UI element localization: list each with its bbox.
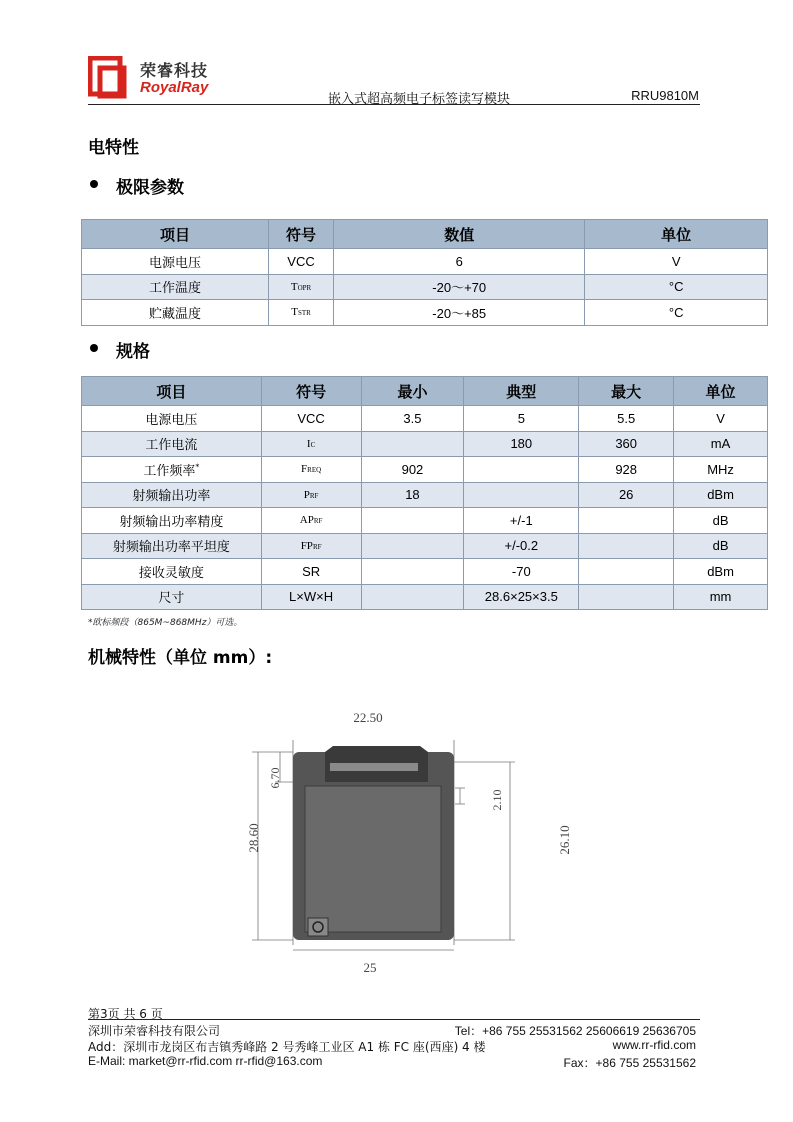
symbol-main: F <box>301 463 308 476</box>
symbol-sub: C <box>310 440 316 449</box>
table-cell <box>269 274 334 300</box>
table-cell: MHz <box>674 457 768 483</box>
table-cell: 接收灵敏度 <box>82 559 262 585</box>
table-row <box>82 559 768 585</box>
table-cell: dBm <box>674 559 768 585</box>
bullet-icon <box>90 344 98 352</box>
frequency-note: *欧标频段（865M~868MHz）可选。 <box>88 618 243 628</box>
table-cell: °C <box>585 300 768 326</box>
table-cell: V <box>674 406 768 432</box>
table-cell <box>579 508 674 534</box>
symbol-sub: RF <box>313 517 323 526</box>
mechanical-title: 机械特性（单位 mm）: <box>88 648 273 668</box>
company-logo-icon <box>88 56 128 100</box>
table-row <box>82 457 768 483</box>
table-cell: 3.5 <box>361 406 464 432</box>
symbol-main: P <box>303 488 310 501</box>
table-row <box>82 406 768 432</box>
table-header-cell: 符号 <box>261 377 361 406</box>
dim-bottom: 25 <box>363 960 377 975</box>
table-cell: 5.5 <box>579 406 674 432</box>
document-title: 嵌入式超高频电子标签读写模块 <box>328 92 511 107</box>
table-row <box>82 300 768 326</box>
table-cell: 928 <box>579 457 674 483</box>
dim-left-outer: 28.60 <box>246 823 261 853</box>
symbol-sub: RF <box>312 542 322 551</box>
table-cell: 贮藏温度 <box>82 300 269 326</box>
table-cell: L×W×H <box>261 584 361 610</box>
item-label: 工作频率 <box>143 463 196 479</box>
model-number: RRU9810M <box>631 88 699 103</box>
table-cell: 180 <box>464 431 579 457</box>
antenna-port <box>308 918 328 936</box>
table-cell: VCC <box>269 249 334 275</box>
dim-right-inner: 2.10 <box>490 789 504 811</box>
table-cell: 902 <box>361 457 464 483</box>
table-cell <box>261 533 361 559</box>
table-cell <box>579 533 674 559</box>
table-cell <box>361 508 464 534</box>
table-cell: dB <box>674 508 768 534</box>
footer-address: Add：深圳市龙岗区布吉镇秀峰路 2 号秀峰工业区 A1 栋 FC 座(西座) 4 楼 <box>88 1040 486 1054</box>
table-cell: 5 <box>464 406 579 432</box>
table-cell: 电源电压 <box>82 406 262 432</box>
symbol-sub: RF <box>309 491 319 500</box>
table-cell: 28.6×25×3.5 <box>464 584 579 610</box>
specs-table <box>81 376 768 610</box>
table-row <box>82 508 768 534</box>
symbol-sub: STR <box>297 309 311 318</box>
table-cell <box>269 300 334 326</box>
specs-title: 规格 <box>116 342 150 362</box>
header-divider <box>88 104 700 105</box>
limits-title: 极限参数 <box>116 178 184 198</box>
module-shield <box>305 786 441 932</box>
table-cell: 射频输出功率 <box>82 482 262 508</box>
footer-fax: Fax：+86 755 25531562 <box>563 1056 696 1070</box>
table-cell <box>579 559 674 585</box>
table-header-cell: 单位 <box>674 377 768 406</box>
table-cell <box>261 482 361 508</box>
symbol-main: I <box>306 437 311 450</box>
page-number: 第3页 共 6 页 <box>88 1007 163 1021</box>
table-cell: 射频输出功率平坦度 <box>82 533 262 559</box>
symbol-sub: OPR <box>297 283 312 292</box>
table-cell: 尺寸 <box>82 584 262 610</box>
brand-name-en: RoyalRay <box>140 79 209 96</box>
table-cell <box>464 482 579 508</box>
brand-name-cn: 荣睿科技 <box>140 61 209 80</box>
table-cell: SR <box>261 559 361 585</box>
table-cell: dBm <box>674 482 768 508</box>
symbol-main: FP <box>300 539 313 552</box>
table-cell: 工作温度 <box>82 274 269 300</box>
symbol-sub: REQ <box>307 466 322 475</box>
table-header-cell: 数值 <box>334 220 585 249</box>
table-cell <box>464 457 579 483</box>
table-cell: +/-1 <box>464 508 579 534</box>
table-cell <box>261 457 361 483</box>
footer-website[interactable]: www.rr-rfid.com <box>612 1038 696 1052</box>
table-cell <box>361 584 464 610</box>
table-cell <box>82 457 262 483</box>
table-cell: mm <box>674 584 768 610</box>
table-header-cell: 最大 <box>579 377 674 406</box>
mechanical-drawing <box>230 700 590 990</box>
table-cell: VCC <box>261 406 361 432</box>
table-cell <box>579 584 674 610</box>
table-cell: -70 <box>464 559 579 585</box>
table-row <box>82 584 768 610</box>
table-row <box>82 249 768 275</box>
table-header-cell: 典型 <box>464 377 579 406</box>
table-cell: 6 <box>334 249 585 275</box>
table-row <box>82 274 768 300</box>
table-cell <box>261 431 361 457</box>
table-cell: 工作电流 <box>82 431 262 457</box>
table-cell: -20～+85 <box>334 300 585 326</box>
footer-tel: Tel：+86 755 25531562 25606619 25636705 <box>454 1024 696 1038</box>
table-header-cell: 最小 <box>361 377 464 406</box>
table-row <box>82 533 768 559</box>
table-cell: mA <box>674 431 768 457</box>
table-cell <box>361 533 464 559</box>
table-header-cell: 项目 <box>82 220 269 249</box>
connector-pins <box>330 763 418 771</box>
symbol-main: T <box>290 280 298 293</box>
table-cell <box>361 559 464 585</box>
symbol-main: AP <box>299 514 314 527</box>
bullet-icon <box>90 180 98 188</box>
table-cell <box>261 508 361 534</box>
table-row <box>82 482 768 508</box>
table-cell: +/-0.2 <box>464 533 579 559</box>
table-header-cell: 符号 <box>269 220 334 249</box>
table-cell: 电源电压 <box>82 249 269 275</box>
limits-table <box>81 219 768 326</box>
dim-right-outer: 26.10 <box>557 825 572 855</box>
company-name: 深圳市荣睿科技有限公司 <box>88 1024 221 1038</box>
dim-top: 22.50 <box>353 710 383 725</box>
table-cell: 26 <box>579 482 674 508</box>
table-cell: °C <box>585 274 768 300</box>
item-mark: * <box>195 462 200 472</box>
dim-left-inner: 6.70 <box>268 767 282 789</box>
table-header-row <box>82 377 768 406</box>
table-cell: 18 <box>361 482 464 508</box>
table-header-cell: 项目 <box>82 377 262 406</box>
footer-divider <box>88 1019 700 1020</box>
table-cell: 360 <box>579 431 674 457</box>
table-cell: V <box>585 249 768 275</box>
table-row <box>82 431 768 457</box>
table-cell: dB <box>674 533 768 559</box>
footer-email[interactable]: E-Mail: market@rr-rfid.com rr-rfid@163.com <box>88 1054 323 1068</box>
table-cell: -20～+70 <box>334 274 585 300</box>
table-header-cell: 单位 <box>585 220 768 249</box>
section-title-electrical: 电特性 <box>88 138 139 158</box>
table-cell: 射频输出功率精度 <box>82 508 262 534</box>
table-cell <box>361 431 464 457</box>
symbol-main: T <box>291 306 298 319</box>
table-header-row <box>82 220 768 249</box>
